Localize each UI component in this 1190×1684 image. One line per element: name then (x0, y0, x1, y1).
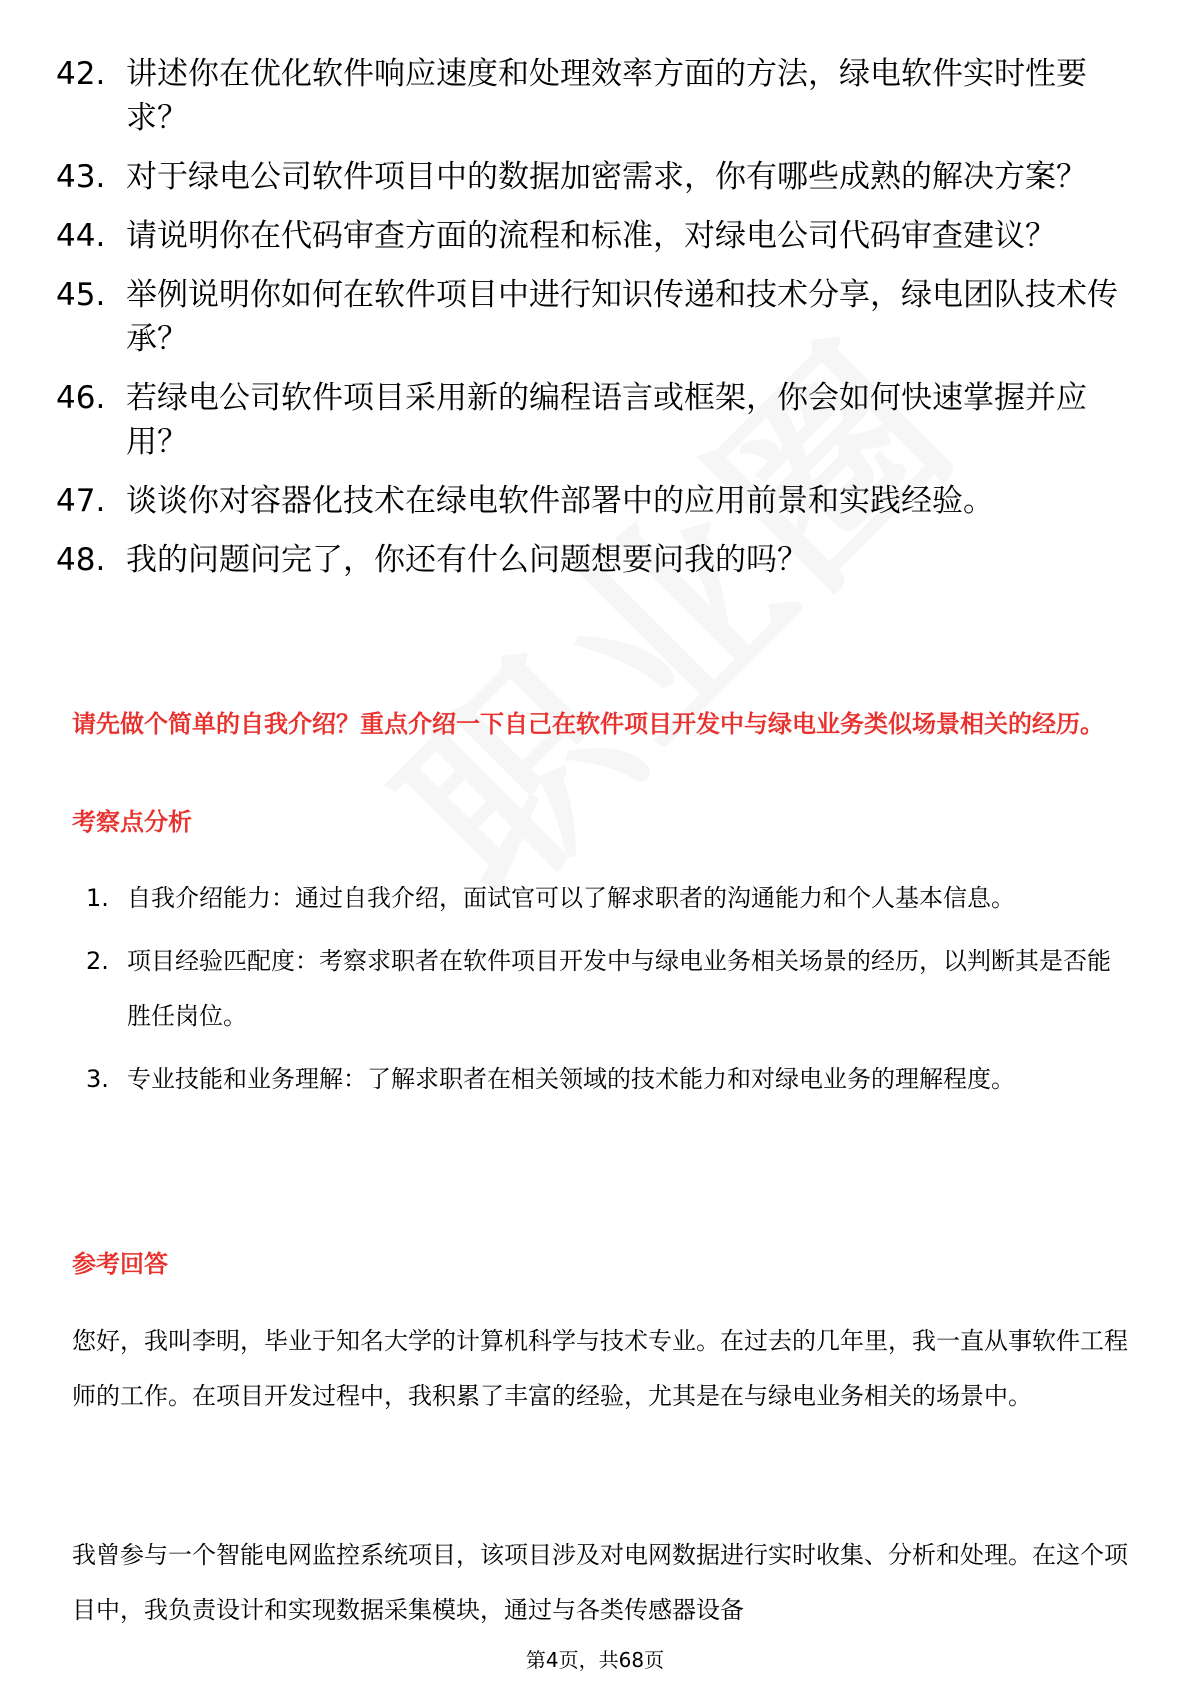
question-number: 43. (56, 159, 106, 195)
point-text: 自我介绍能力：通过自我介绍，面试官可以了解求职者的沟通能力和个人基本信息。 (127, 884, 1015, 912)
question-text: 若绿电公司软件项目采用新的编程语言或框架，你会如何快速掌握并应用？ (126, 380, 1087, 460)
question-text: 谈谈你对容器化技术在绿电软件部署中的应用前景和实践经验。 (126, 483, 994, 519)
list-item (72, 1052, 1132, 1107)
list-item (56, 214, 1136, 258)
answer-heading: 参考回答 (72, 1250, 168, 1278)
question-number: 42. (56, 56, 106, 92)
question-number: 46. (56, 380, 106, 416)
list-item (56, 52, 1136, 140)
question-text: 我的问题问完了，你还有什么问题想要问我的吗？ (126, 542, 808, 578)
list-item (56, 155, 1136, 199)
section-question: 请先做个简单的自我介绍？重点介绍一下自己在软件项目开发中与绿电业务类似场景相关的经历。 (72, 710, 1104, 738)
list-item (56, 479, 1136, 523)
question-number: 44. (56, 218, 106, 254)
point-text: 专业技能和业务理解：了解求职者在相关领域的技术能力和对绿电业务的理解程度。 (127, 1065, 1015, 1093)
point-number: 2. (86, 947, 109, 975)
analysis-point-list (72, 871, 1132, 1115)
question-number: 47. (56, 483, 106, 519)
point-number: 3. (86, 1065, 109, 1093)
question-list (56, 52, 1136, 597)
question-text: 讲述你在优化软件响应速度和处理效率方面的方法，绿电软件实时性要求？ (126, 56, 1087, 136)
question-text: 举例说明你如何在软件项目中进行知识传递和技术分享，绿电团队技术传承？ (126, 277, 1118, 357)
list-item (56, 273, 1136, 361)
question-text: 对于绿电公司软件项目中的数据加密需求，你有哪些成熟的解决方案？ (126, 159, 1087, 195)
list-item (56, 538, 1136, 582)
answer-paragraph: 您好，我叫李明，毕业于知名大学的计算机科学与技术专业。在过去的几年里，我一直从事软件工程师的工作。在项目开发过程中，我积累了丰富的经验，尤其是在与绿电业务相关的场景中。 (72, 1327, 1128, 1410)
point-number: 1. (86, 884, 109, 912)
list-item (56, 376, 1136, 464)
page-footer: 第4页，共68页 (525, 1648, 665, 1672)
analysis-heading: 考察点分析 (72, 808, 192, 836)
question-number: 48. (56, 542, 106, 578)
answer-paragraph: 我曾参与一个智能电网监控系统项目，该项目涉及对电网数据进行实时收集、分析和处理。在这个项目中，我负责设计和实现数据采集模块，通过与各类传感器设备 (72, 1541, 1128, 1624)
point-text: 项目经验匹配度：考察求职者在软件项目开发中与绿电业务相关场景的经历，以判断其是否能胜任岗位。 (127, 947, 1111, 1030)
list-item (72, 934, 1132, 1044)
question-text: 请说明你在代码审查方面的流程和标准，对绿电公司代码审查建议？ (126, 218, 1056, 254)
question-number: 45. (56, 277, 106, 313)
list-item (72, 871, 1132, 926)
